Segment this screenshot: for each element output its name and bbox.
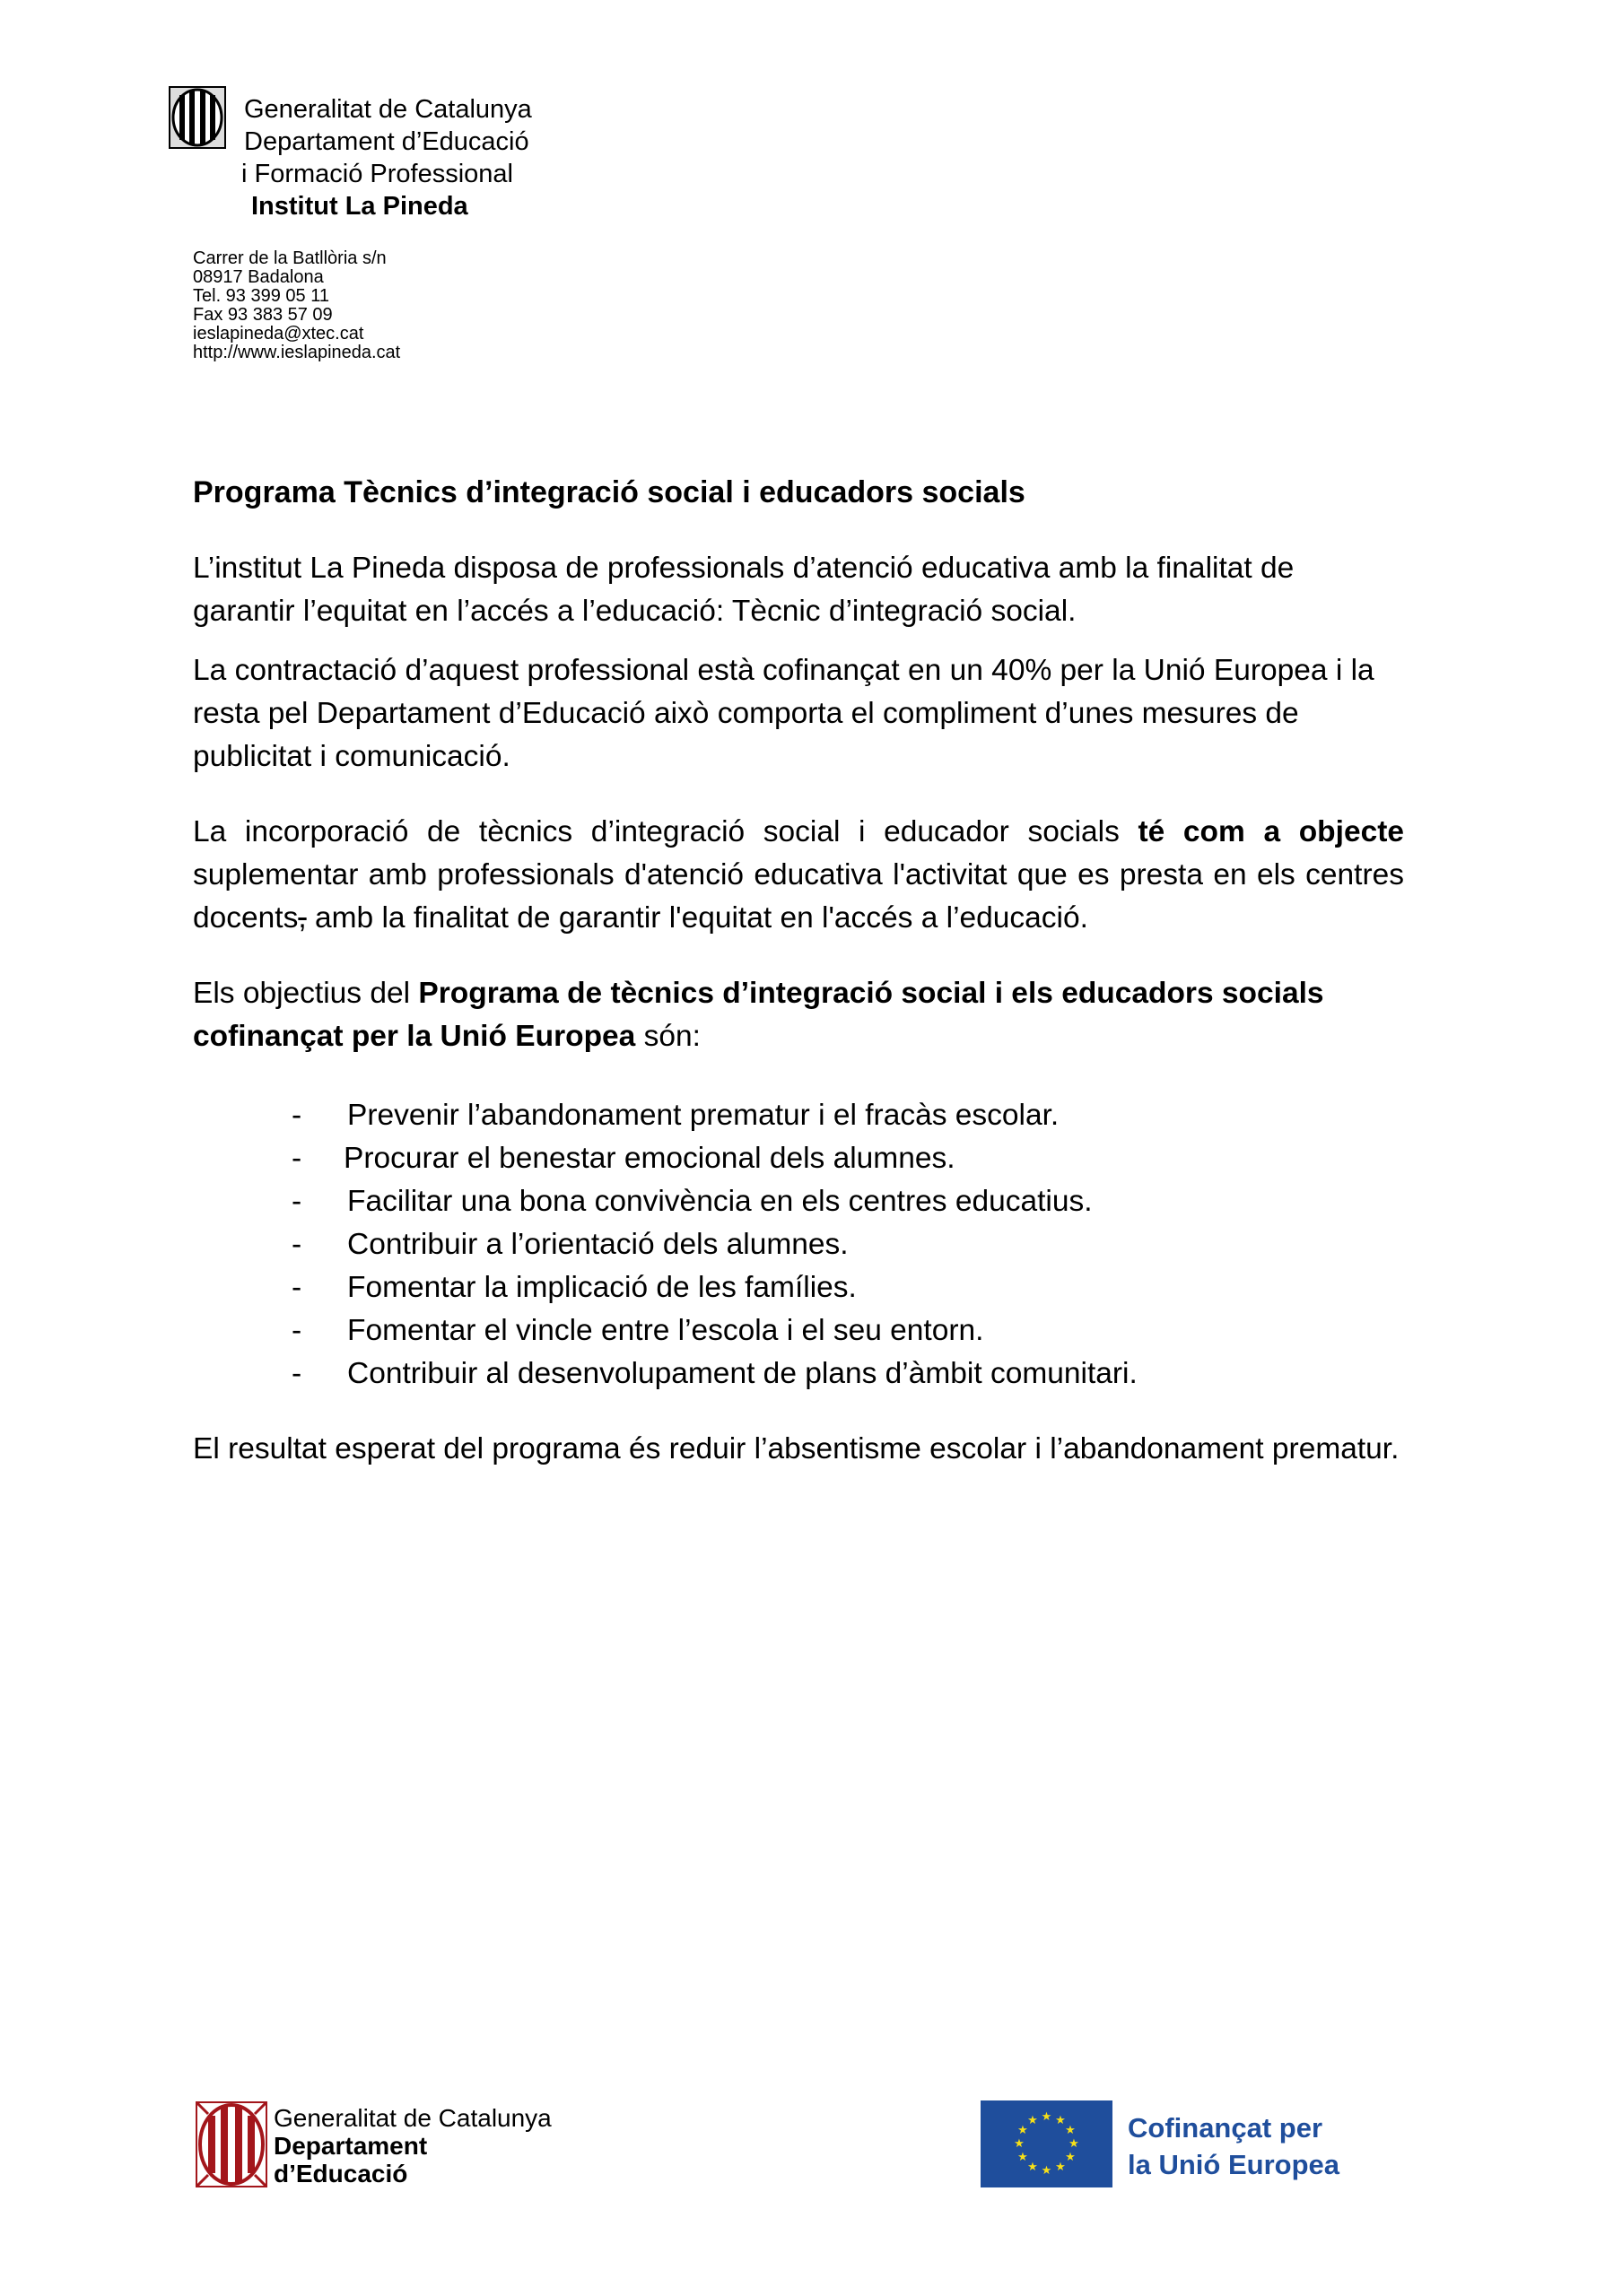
bullet-dash: - bbox=[292, 1314, 302, 1347]
svg-text:★: ★ bbox=[1065, 2124, 1076, 2137]
objectives-intro-text-2: són: bbox=[635, 1020, 701, 1053]
bullet-dash: - bbox=[292, 1228, 302, 1261]
footer-department: Departament bbox=[274, 2132, 428, 2160]
objectives-list bbox=[292, 1094, 1138, 1396]
address-fax: Fax 93 383 57 09 bbox=[193, 305, 333, 325]
bullet-dash: - bbox=[292, 1357, 302, 1390]
list-item bbox=[292, 1266, 1138, 1309]
address-street: Carrer de la Batllòria s/n bbox=[193, 248, 387, 268]
paragraph-intro-text: L’institut La Pineda disposa de professionals d’atenció educativa amb la finalitat de garantir l’equitat en l’accés a l’educació: Tècnic d’integració social. bbox=[193, 552, 1295, 628]
address-email[interactable]: ieslapineda@xtec.cat bbox=[193, 324, 364, 344]
svg-text:★: ★ bbox=[1065, 2151, 1076, 2164]
svg-text:★: ★ bbox=[1041, 2110, 1052, 2124]
org-name: Generalitat de Catalunya bbox=[244, 95, 532, 124]
list-item bbox=[292, 1094, 1138, 1137]
paragraph-purpose bbox=[193, 811, 1404, 940]
department-name: Departament d’Educació bbox=[244, 127, 529, 156]
svg-text:★: ★ bbox=[1017, 2151, 1028, 2164]
svg-text:★: ★ bbox=[1041, 2164, 1052, 2178]
paragraph-intro bbox=[193, 547, 1404, 633]
address-city: 08917 Badalona bbox=[193, 267, 324, 287]
bullet-dash: - bbox=[292, 1271, 302, 1304]
eu-cofunding-line2: la Unió Europea bbox=[1128, 2149, 1339, 2180]
svg-text:★: ★ bbox=[1014, 2137, 1025, 2151]
list-item-text: Contribuir al desenvolupament de plans d’àmbit comunitari. bbox=[347, 1357, 1138, 1390]
list-item-text: Fomentar la implicació de les famílies. bbox=[347, 1271, 857, 1304]
footer-generalitat bbox=[274, 2104, 552, 2187]
objectives-intro-bold: Programa de tècnics d’integració social i els educadors socials cofinançat per la Unió Europea bbox=[193, 977, 1324, 1053]
purpose-bold: té com a objecte bbox=[1138, 815, 1404, 848]
bullet-dash: - bbox=[292, 1099, 302, 1132]
address-tel: Tel. 93 399 05 11 bbox=[193, 286, 329, 306]
svg-text:★: ★ bbox=[1069, 2137, 1079, 2151]
address-website[interactable]: http://www.ieslapineda.cat bbox=[193, 343, 401, 362]
paragraph-expected-result bbox=[193, 1428, 1404, 1471]
svg-text:★: ★ bbox=[1017, 2124, 1028, 2137]
list-item-text: Prevenir l’abandonament prematur i el fracàs escolar. bbox=[347, 1099, 1060, 1132]
list-item-text: Fomentar el vincle entre l’escola i el seu entorn. bbox=[347, 1314, 984, 1347]
list-item bbox=[292, 1137, 1138, 1180]
list-item-text: Facilitar una bona convivència en els centres educatius. bbox=[347, 1185, 1093, 1218]
paragraph-expected-result-text: El resultat esperat del programa és reduir l’absentisme escolar i l’abandonament prematur. bbox=[193, 1432, 1400, 1465]
list-item bbox=[292, 1309, 1138, 1352]
svg-text:★: ★ bbox=[1055, 2114, 1066, 2127]
footer-org-name: Generalitat de Catalunya bbox=[274, 2104, 552, 2132]
address-block bbox=[193, 249, 400, 362]
footer-department-2: d’Educació bbox=[274, 2160, 408, 2187]
objectives-intro-text-1: Els objectius del bbox=[193, 977, 419, 1010]
generalitat-logo-icon bbox=[196, 2101, 267, 2187]
list-item-text: Contribuir a l’orientació dels alumnes. bbox=[347, 1228, 849, 1261]
list-item bbox=[292, 1352, 1138, 1396]
department-subname: i Formació Professional bbox=[241, 160, 513, 188]
purpose-text-1: La incorporació de tècnics d’integració social i educador socials bbox=[193, 815, 1138, 848]
svg-text:★: ★ bbox=[1027, 2161, 1038, 2174]
bullet-dash: - bbox=[292, 1185, 302, 1218]
eu-flag-icon bbox=[981, 2100, 1112, 2187]
generalitat-coat-of-arms-icon bbox=[169, 86, 226, 149]
svg-text:★: ★ bbox=[1027, 2114, 1038, 2127]
list-item-text: Procurar el benestar emocional dels alumnes. bbox=[344, 1142, 955, 1175]
header-organization bbox=[241, 93, 532, 222]
paragraph-purpose-text bbox=[193, 811, 1404, 940]
institute-name: Institut La Pineda bbox=[251, 192, 468, 221]
list-item bbox=[292, 1223, 1138, 1266]
paragraph-funding bbox=[193, 649, 1404, 778]
purpose-struck-comma: , bbox=[298, 901, 307, 935]
list-item bbox=[292, 1180, 1138, 1223]
paragraph-objectives-intro bbox=[193, 972, 1404, 1058]
paragraph-objectives-intro-text bbox=[193, 972, 1404, 1058]
document-title: Programa Tècnics d’integració social i educadors socials bbox=[193, 475, 1025, 509]
purpose-text-2: suplementar amb professionals d'atenció educativa l'activitat que es presta en els centres docents bbox=[193, 858, 1404, 935]
bullet-dash: - bbox=[292, 1142, 302, 1175]
eu-cofunding-line1: Cofinançat per bbox=[1128, 2112, 1323, 2144]
eu-cofunding-label bbox=[1128, 2109, 1339, 2183]
paragraph-funding-text: La contractació d’aquest professional està cofinançat en un 40% per la Unió Europea i la resta pel Departament d’Educació això comporta el compliment d’unes mesures de publicitat i comunicació. bbox=[193, 654, 1374, 773]
purpose-text-3: amb la finalitat de garantir l'equitat en l'accés a l’educació. bbox=[306, 901, 1088, 935]
svg-text:★: ★ bbox=[1055, 2161, 1066, 2174]
